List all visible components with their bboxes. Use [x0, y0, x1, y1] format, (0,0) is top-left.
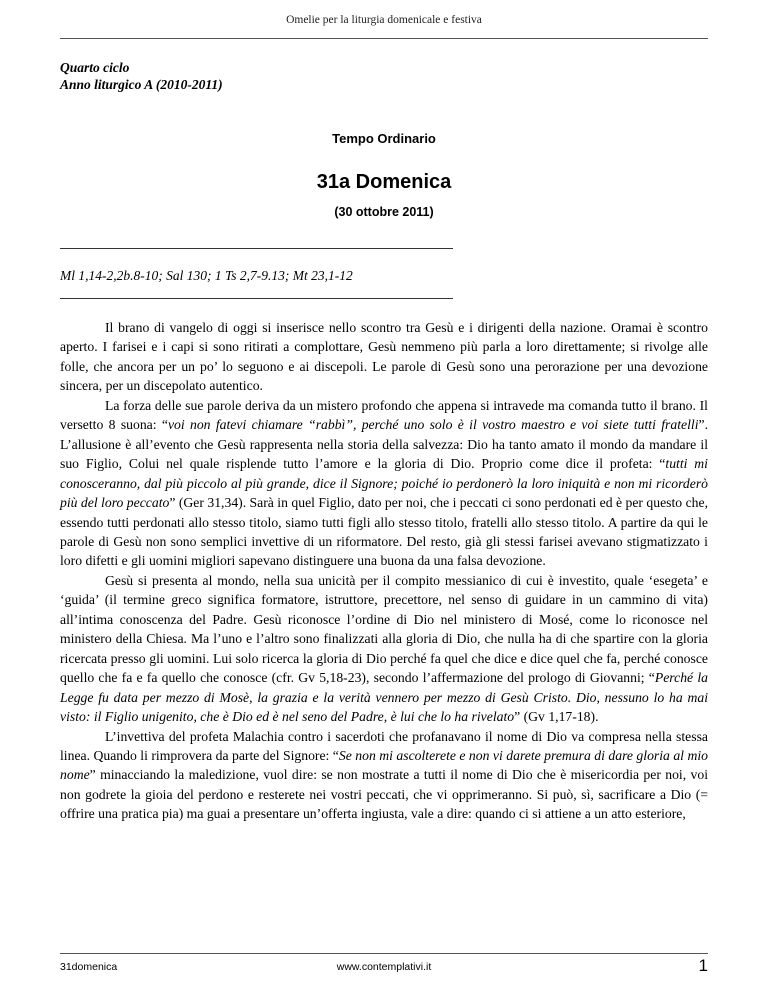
divider-bottom [60, 298, 453, 299]
quotation-text: tutti mi conosceranno, dal più piccolo al più grande, dice il Signore; poiché io perdonerò la loro iniquità e non mi ricorderò più del loro peccato [60, 456, 708, 511]
footer-doc-name: 31domenica [60, 961, 118, 973]
paragraph-text: ” minacciando la maledizione, vuol dire: se non mostrate a tutti il nome di Dio che è misericordia per noi, voi non godrete la gioia del perdono e resterete nei vostri peccati, che vi opprimeranno. Si può, sì, sacrificare a Dio (= offrire una pratica pia) ma guai a presentare un’offerta ingiusta, vale a dire: quando ci si attiene a un atto esteriore, [60, 767, 708, 822]
paragraph-text: L’invettiva del profeta Malachia contro i sacerdoti che profanavano il nome di Dio va compresa nella stessa linea. Quando li rimprovera da parte del Signore: “ [60, 728, 708, 763]
quotation-text: Perché la Legge fu data per mezzo di Mosè, la grazia e la verità vennero per mezzo di Gesù Cristo. Dio, nessuno lo ha mai visto: il Figlio unigenito, che è Dio ed è nel seno del Padre, è lui che lo ha rivelato [60, 670, 708, 725]
body-paragraph [60, 727, 708, 824]
header-rule [60, 38, 708, 39]
body-paragraph [60, 318, 708, 396]
footer-website: www.contemplativi.it [336, 961, 432, 973]
page-header: Omelie per la liturgia domenicale e festiva [286, 14, 482, 26]
homily-body [60, 318, 708, 824]
section-heading: Tempo Ordinario [332, 131, 436, 146]
paragraph-text: La forza delle sue parole deriva da un mistero profondo che appena si intravede ma comanda tutto il brano. Il versetto 8 suona: “ [60, 397, 708, 433]
cycle-label: Quarto ciclo [60, 60, 130, 75]
page-title: 31a Domenica [316, 171, 452, 193]
page-number: 1 [698, 956, 708, 975]
liturgical-year: Anno liturgico A (2010-2011) [60, 77, 223, 92]
paragraph-text: Gesù si presenta al mondo, nella sua unicità per il compito messianico di cui è investito, quale ‘esegeta’ e ‘guida’ (il termine greco significa formatore, istruttore, precettore, nel senso di guidare in un cammino di vita) all’intima conoscenza del Padre. Gesù riconosce l’ordine di Dio nel ministero di Mosé, come lo riconosce nel ministero della Chiesa. Ma l’uno e l’altro sono finalizzati alla gloria di Dio, che nulla ha di che spartire con la gloria ricercata presso gli uomini. Lui solo ricerca la gloria di Dio perché fa quel che dice e dice quel che fa, perché conosce quello che fa e fa quello che conosce (cfr. Gv 5,18-23), secondo l’affermazione del prologo di Giovanni; “ [60, 572, 708, 686]
date-subtitle: (30 ottobre 2011) [334, 205, 434, 219]
paragraph-text: ” (Gv 1,17-18). [514, 709, 599, 725]
body-paragraph [60, 571, 708, 727]
paragraph-text: ”. L’allusione è all’evento che Gesù rappresenta nella storia della salvezza: Dio ha tanto amato il mondo da mandare il suo Figlio, Colui nel quale risplende tutto l’amore e la gloria di Dio. Proprio come dice il profeta: “ [60, 417, 708, 472]
cycle-info [60, 59, 223, 93]
paragraph-text: ” (Ger 31,34). Sarà in quel Figlio, dato per noi, che i peccati ci sono perdonati ed è per questo che, essendo tutti perdonati allo stesso titolo, siamo tutti figli allo stesso titolo, fratelli allo stesso titolo. A partire da qui le parole di Gesù non sono semplici invettive di un riformatore. Del resto, già gli stessi farisei avevano stigmatizzato i loro difetti e gli uomini migliori sapevano distinguere una buona da una falsa devozione. [60, 495, 708, 569]
quotation-text: Se non mi ascolterete e non vi darete premura di dare gloria al mio nome [60, 747, 708, 783]
readings-reference: Ml 1,14-2,2b.8-10; Sal 130; 1 Ts 2,7-9.13; Mt 23,1-12 [60, 268, 353, 283]
footer-rule [60, 953, 708, 954]
divider-top [60, 248, 453, 249]
body-paragraph [60, 396, 708, 571]
paragraph-text: Il brano di vangelo di oggi si inserisce nello scontro tra Gesù e i dirigenti della nazione. Oramai è scontro aperto. I farisei e i capi si sono ritirati a complottare, Gesù nemmeno più parla a loro direttamente; si rivolge alle folle, che ancora per un po’ lo seguono e ai discepoli. Le parole di Gesù sono una perorazione per una devozione sincera, per un discepolato autentico. [60, 320, 708, 394]
quotation-text: voi non fatevi chiamare “rabbì”, perché uno solo è il vostro maestro e voi siete tutti fratelli [167, 417, 699, 433]
page-footer [60, 957, 708, 977]
